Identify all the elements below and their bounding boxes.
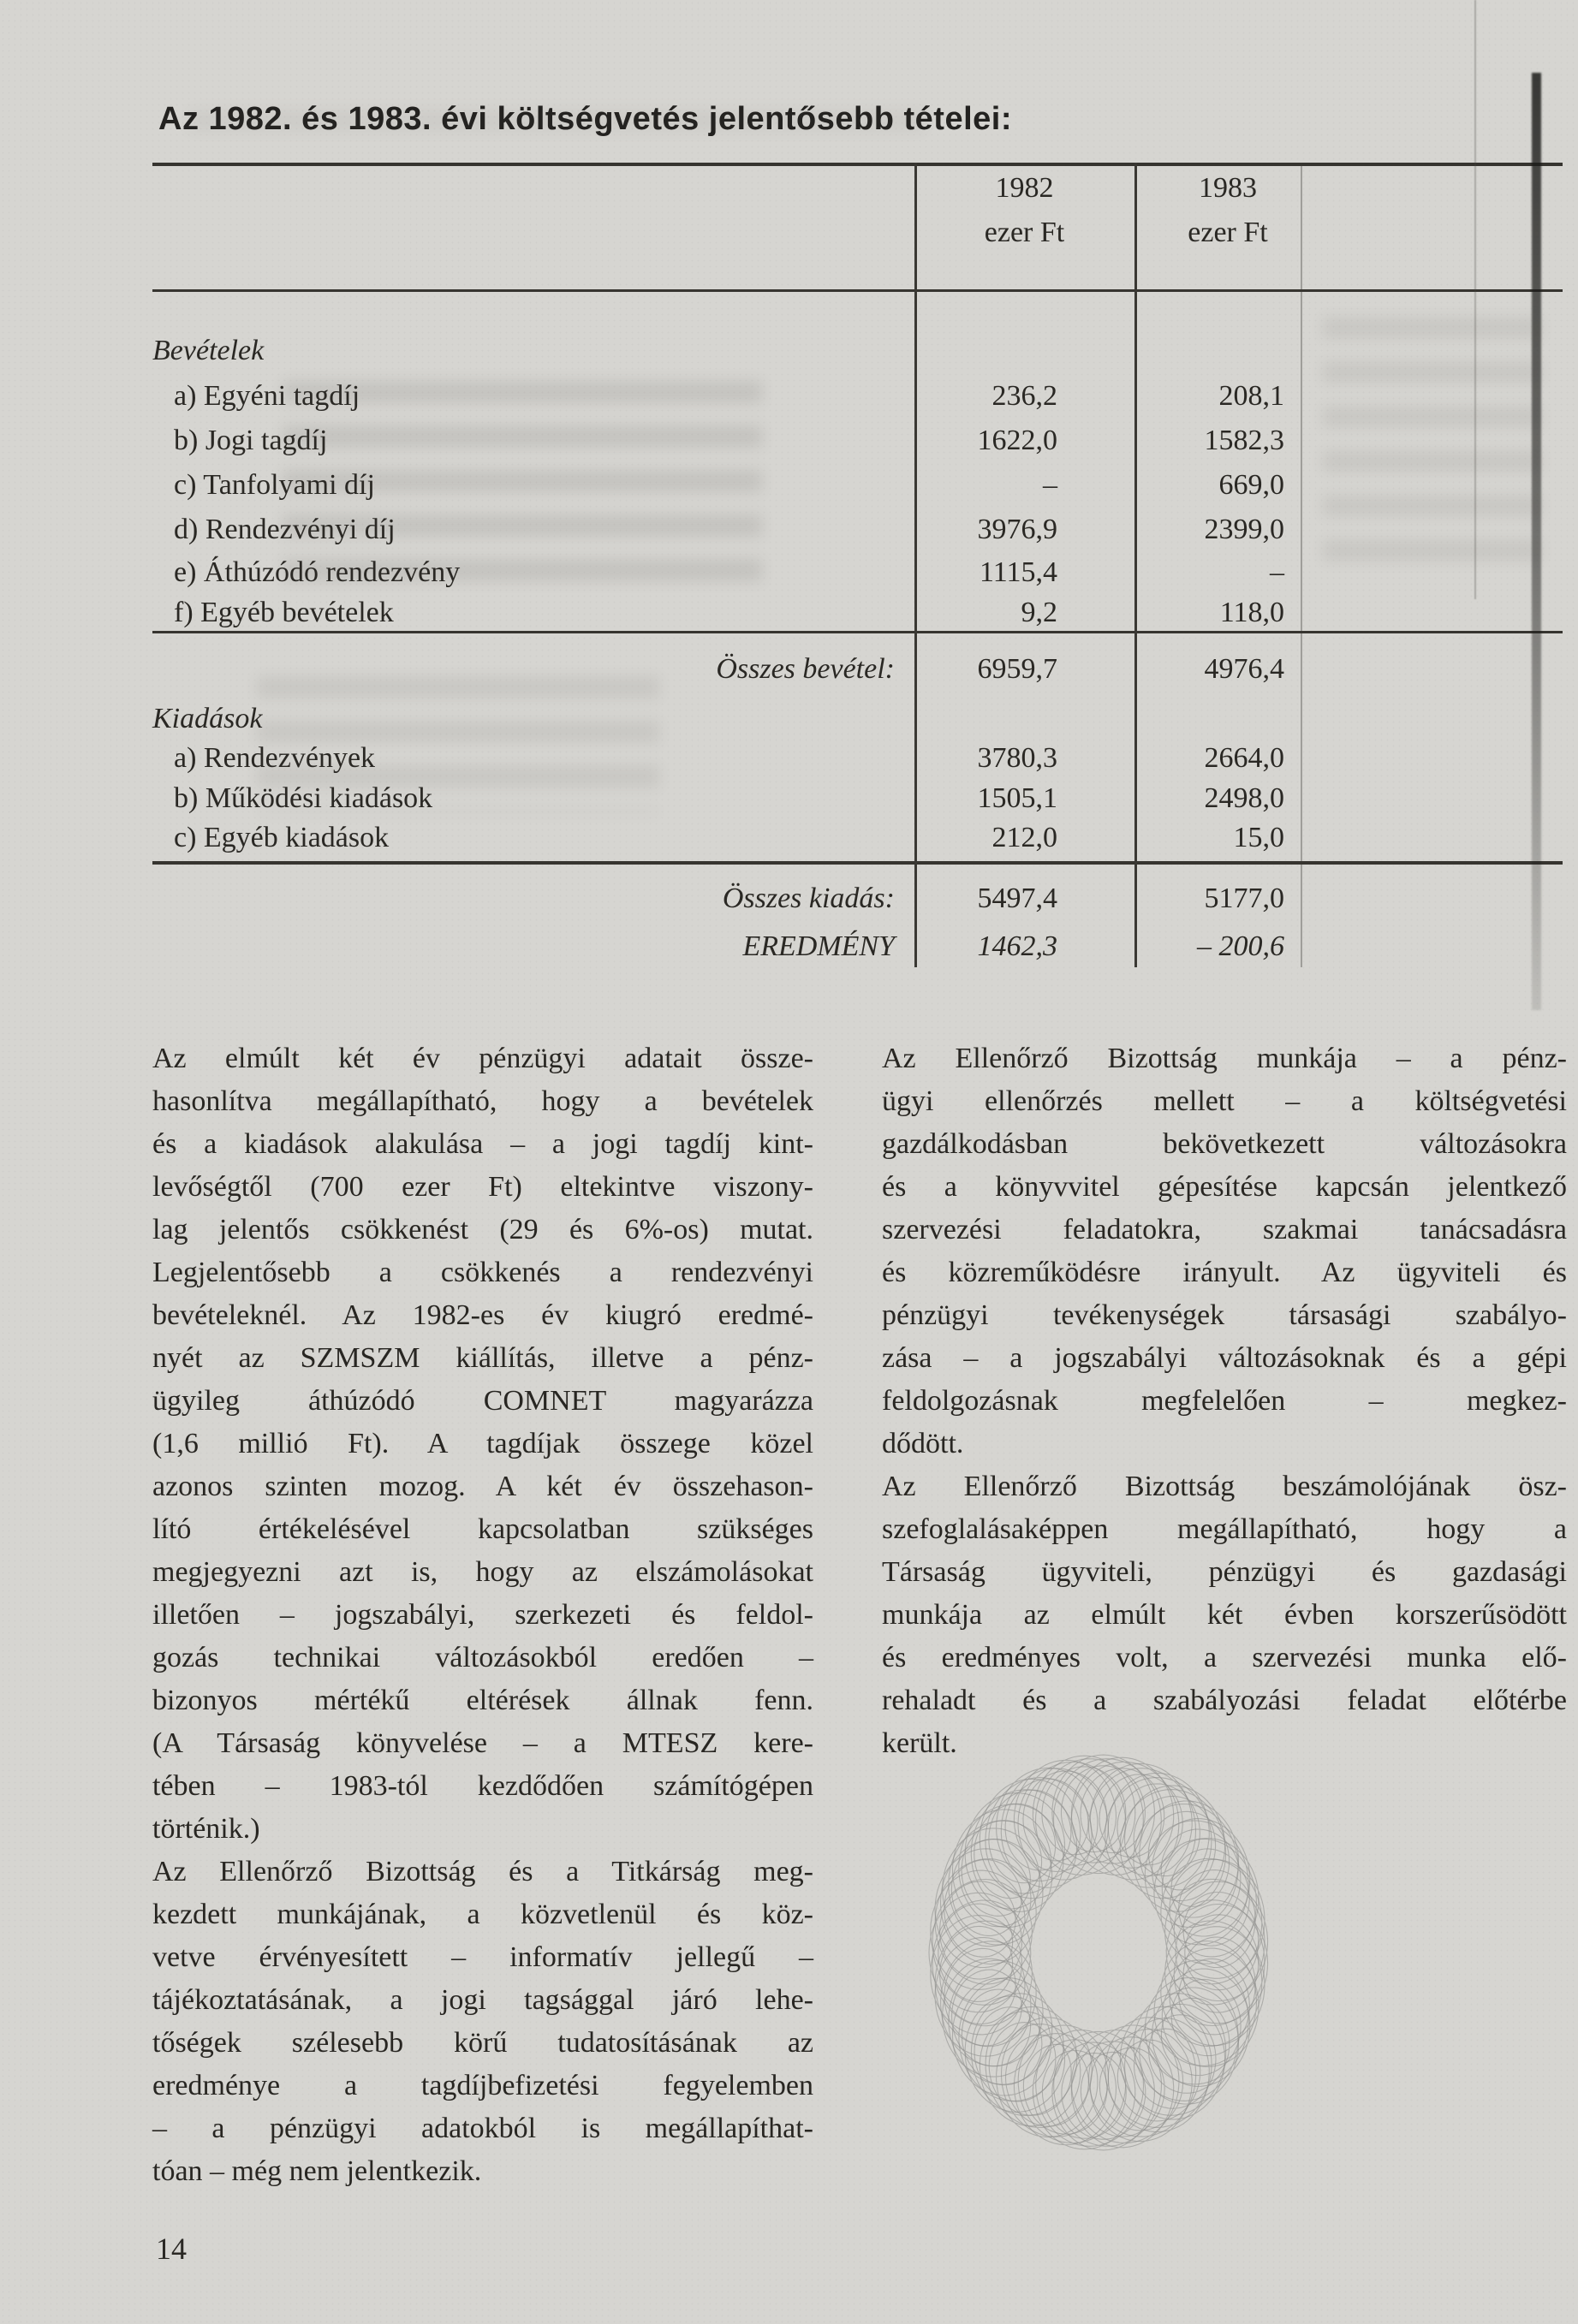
body-text-line: tájékoztatásának, a jogi tagsággal járó lehe- (152, 1984, 813, 2016)
bleed-through-smudge (257, 676, 659, 813)
row-label: d) Rendezvényi díj (174, 514, 396, 545)
body-text-line: Az Ellenőrző Bizottság és a Titkárság meg- (152, 1856, 813, 1887)
body-text-line: és közreműködésre irányult. Az ügyviteli és (882, 1257, 1567, 1288)
body-text-line: eredménye a tagdíjbefizetési fegyelemben (152, 2070, 813, 2101)
total-value-1982: 6959,7 (977, 653, 1057, 685)
row-value-1982: 212,0 (991, 822, 1057, 853)
body-text-line: – a pénzügyi adatokból is megállapíthat- (152, 2113, 813, 2144)
row-value-1983: 208,1 (1218, 380, 1284, 412)
body-text-line: azonos szinten mozog. A két év összehason- (152, 1471, 813, 1502)
body-text-line: levőségtől (700 ezer Ft) eltekintve viszony- (152, 1171, 813, 1203)
body-text-line: és a kiadások alakulása – a jogi tagdíj kint- (152, 1128, 813, 1160)
body-text-line: hasonlítva megállapítható, hogy a bevételek (152, 1085, 813, 1117)
body-text-line: tében – 1983-tól kezdődően számítógépen (152, 1770, 813, 1802)
row-label: c) Egyéb kiadások (174, 822, 390, 853)
body-text-line: vetve érvényesített – informatív jellegű – (152, 1941, 813, 1973)
row-value-1983: – (1270, 556, 1284, 588)
body-text-line: Az Ellenőrző Bizottság beszámolójának ösz- (882, 1471, 1567, 1502)
result-value-1982: 1462,3 (977, 930, 1057, 962)
page-number: 14 (156, 2232, 187, 2266)
row-value-1983: 118,0 (1219, 597, 1284, 628)
body-text-line: kezdett munkájának, a közvetlenül és köz- (152, 1899, 813, 1930)
total-value-1982: 5497,4 (977, 883, 1057, 914)
column-header-1982-unit: ezer Ft (984, 217, 1065, 248)
row-label: e) Áthúzódó rendezvény (174, 556, 461, 588)
body-text-line: illetően – jogszabályi, szerkezeti és feldol- (152, 1599, 813, 1631)
row-value-1982: 3780,3 (977, 742, 1057, 774)
column-header-1983-year: 1983 (1199, 172, 1257, 204)
body-text-line: munkája az elmúlt két évben korszerűsödött (882, 1599, 1567, 1631)
body-text-line: lag jelentős csökkenést (29 és 6%-os) mutat. (152, 1214, 813, 1245)
row-value-1982: 9,2 (1021, 597, 1057, 628)
body-text-line: Legjelentősebb a csökkenés a rendezvényi (152, 1257, 813, 1288)
total-value-1983: 5177,0 (1204, 883, 1284, 914)
bleed-through-smudge (1323, 317, 1541, 574)
row-value-1983: 1582,3 (1204, 425, 1284, 456)
body-text-line: ügyileg áthúzódó COMNET magyarázza (152, 1385, 813, 1417)
body-text-line: Az Ellenőrző Bizottság munkája – a pénz- (882, 1043, 1567, 1074)
body-text-line: és a könyvvitel gépesítése kapcsán jelentkező (882, 1171, 1567, 1203)
table-revenue-total-rule (152, 631, 1563, 633)
body-text-line: Az elmúlt két év pénzügyi adatait össze- (152, 1043, 813, 1074)
body-text-line: tóan – még nem jelentkezik. (152, 2155, 482, 2187)
row-value-1982: 3976,9 (977, 514, 1057, 545)
right-column (882, 1037, 1567, 1765)
row-value-1983: 2664,0 (1204, 742, 1284, 774)
body-text-line: (A Társaság könyvelése – a MTESZ kere- (152, 1727, 813, 1759)
page-title: Az 1982. és 1983. évi költségvetés jelentősebb tételei: (158, 101, 1012, 137)
body-text-line: gozás technikai változásokból eredően – (152, 1642, 813, 1673)
body-text-line: ügyi ellenőrzés mellett – a költségvetési (882, 1085, 1567, 1117)
row-value-1983: 2399,0 (1204, 514, 1284, 545)
body-text-line: megjegyezni azt is, hogy az elszámolásokat (152, 1556, 813, 1588)
column-header-1983-unit: ezer Ft (1188, 217, 1268, 248)
body-text-line: bizonyos mértékű eltérések állnak fenn. (152, 1685, 813, 1716)
result-label: EREDMÉNY (742, 930, 895, 962)
table-header-rule (152, 289, 1563, 292)
row-value-1983: 2498,0 (1204, 782, 1284, 814)
row-label: b) Működési kiadások (174, 782, 433, 814)
row-label: a) Egyéni tagdíj (174, 380, 360, 412)
body-text-line: zása – a jogszabályi változásoknak és a gépi (882, 1342, 1567, 1374)
body-text-line: rehaladt és a szabályozási feladat előtérbe (882, 1685, 1567, 1716)
body-text-line: szervezési feladatokra, szakmai tanácsadásra (882, 1214, 1567, 1245)
bleed-through-smudge (283, 381, 762, 599)
body-text-line: és eredményes volt, a szervezési munka elő- (882, 1642, 1567, 1673)
row-label: a) Rendezvények (174, 742, 376, 774)
table-expense-total-rule (152, 861, 1563, 865)
body-text-line: történik.) (152, 1813, 260, 1845)
row-value-1982: – (1043, 469, 1057, 501)
body-text-line: szefoglalásaképpen megállapítható, hogy a (882, 1513, 1567, 1545)
row-value-1982: 1622,0 (977, 425, 1057, 456)
body-text-line: dődött. (882, 1428, 964, 1459)
body-text-line: lító értékelésével kapcsolatban szükséges (152, 1513, 813, 1545)
body-text-line: került. (882, 1727, 957, 1759)
result-value-1983: – 200,6 (1197, 930, 1284, 962)
total-value-1983: 4976,4 (1204, 653, 1284, 685)
body-text-line: feldolgozásnak megfelelően – megkez- (882, 1385, 1567, 1417)
table-vertical-rule-right-faint (1301, 163, 1302, 967)
row-label: f) Egyéb bevételek (174, 597, 394, 628)
row-value-1982: 236,2 (991, 380, 1057, 412)
column-header-1982-year: 1982 (995, 172, 1054, 204)
table-top-rule (152, 163, 1563, 166)
left-column (152, 1037, 813, 2193)
body-text-line: Társaság ügyviteli, pénzügyi és gazdasági (882, 1556, 1567, 1588)
row-value-1982: 1505,1 (977, 782, 1057, 814)
body-text-line: tőségek szélesebb körű tudatosításának az (152, 2027, 813, 2059)
row-label: c) Tanfolyami díj (174, 469, 375, 501)
total-label: Összes bevétel: (716, 653, 895, 685)
section-label-expenses: Kiadások (152, 703, 263, 734)
body-text-line: gazdálkodásban bekövetkezett változásokra (882, 1128, 1567, 1160)
row-value-1983: 669,0 (1218, 469, 1284, 501)
row-value-1982: 1115,4 (980, 556, 1057, 588)
body-text-line: (1,6 millió Ft). A tagdíjak összege közel (152, 1428, 813, 1459)
row-label: b) Jogi tagdíj (174, 425, 328, 456)
body-text-line: pénzügyi tevékenységek társasági szabályo- (882, 1299, 1567, 1331)
row-value-1983: 15,0 (1233, 822, 1284, 853)
total-label: Összes kiadás: (722, 883, 895, 914)
body-text-line: bevételeknél. Az 1982-es év kiugró eredmé- (152, 1299, 813, 1331)
spirograph-decoration (893, 1742, 1304, 2163)
bleed-through-smudge (188, 110, 925, 152)
body-text-line: nyét az SZMSZM kiállítás, illetve a pénz- (152, 1342, 813, 1374)
section-label-revenue: Bevételek (152, 335, 265, 366)
